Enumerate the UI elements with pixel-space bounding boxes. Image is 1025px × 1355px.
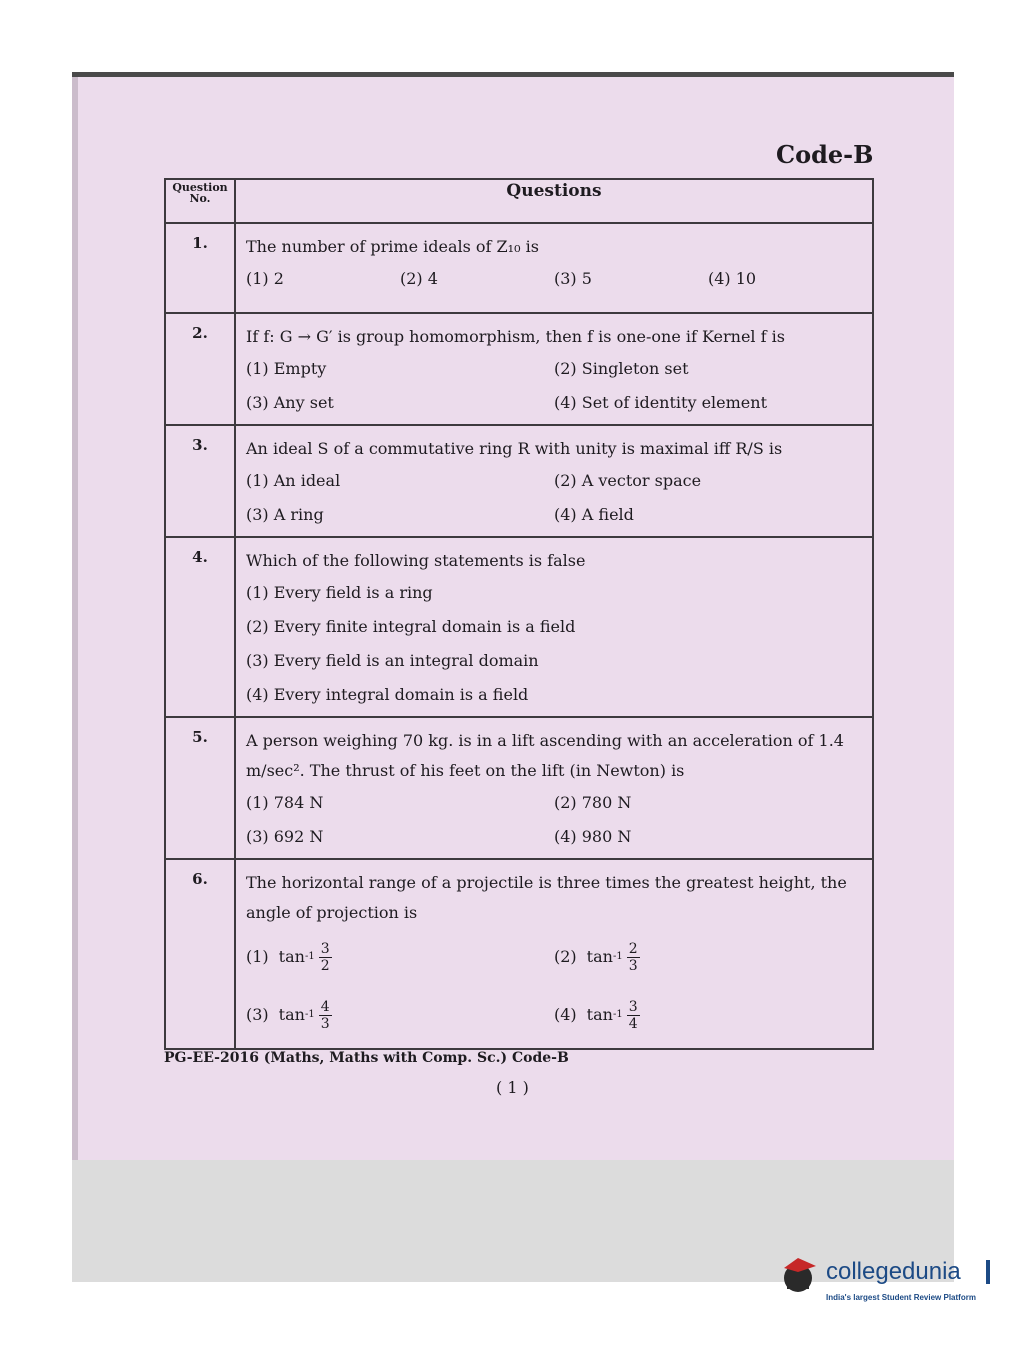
question-number: 5.	[165, 717, 235, 859]
option-4: (4) tan -1 $\frac{3}{4}$	[554, 998, 638, 1032]
option-3: (3) 692 N	[246, 827, 324, 846]
option-3: (3) tan -1 $\frac{4}{3}$	[246, 998, 330, 1032]
option-4: (4) A field	[554, 505, 634, 524]
column-header-questions: Questions	[235, 179, 873, 223]
option-2: (2) Singleton set	[554, 359, 689, 378]
option-4: (4) Set of identity element	[554, 393, 767, 412]
question-stem: The horizontal range of a projectile is three times the greatest height, the angle of projection is	[246, 873, 847, 922]
question-table	[164, 178, 874, 1050]
question-row-3	[165, 425, 873, 537]
question-number: 1.	[165, 223, 235, 313]
option-1: (1) Every field is a ring	[246, 583, 433, 602]
question-number: 4.	[165, 537, 235, 717]
question-stem: Which of the following statements is false	[246, 551, 586, 570]
page-top-edge	[72, 72, 954, 77]
question-row-2	[165, 313, 873, 425]
option-1: (1) tan -1 $\frac{3}{2}$	[246, 940, 330, 974]
option-1: (1) An ideal	[246, 471, 341, 490]
option-4: (4) Every integral domain is a field	[246, 685, 529, 704]
brand-tagline: India's largest Student Review Platform	[826, 1293, 976, 1302]
option-3: (3) 5	[554, 269, 592, 288]
option-2: (2) A vector space	[554, 471, 702, 490]
option-2: (2) Every finite integral domain is a field	[246, 617, 576, 636]
column-header-question-no: Question No.	[165, 179, 235, 223]
brand-name: collegedunia	[826, 1258, 961, 1285]
paper-code: Code-B	[776, 140, 874, 169]
page-shadow-left	[72, 72, 78, 1282]
question-stem: A person weighing 70 kg. is in a lift ascending with an acceleration of 1.4 m/sec². The thrust of his feet on the lift (in Newton) is	[246, 731, 844, 780]
question-row-1	[165, 223, 873, 313]
question-number: 2.	[165, 313, 235, 425]
question-row-5	[165, 717, 873, 859]
option-2: (2) 4	[400, 269, 438, 288]
question-number: 3.	[165, 425, 235, 537]
option-4: (4) 10	[708, 269, 757, 288]
option-3: (3) A ring	[246, 505, 324, 524]
page-number: ( 1 )	[496, 1078, 529, 1097]
question-stem: If f: G → G′ is group homomorphism, then f is one-one if Kernel f is	[246, 327, 785, 346]
question-number: 6.	[165, 859, 235, 1049]
option-1: (1) Empty	[246, 359, 327, 378]
option-2: (2) tan -1 $\frac{2}{3}$	[554, 940, 638, 974]
question-stem: The number of prime ideals of Z₁₀ is	[246, 237, 539, 256]
question-stem: An ideal S of a commutative ring R with unity is maximal iff R/S is	[246, 439, 783, 458]
option-3: (3) Every field is an integral domain	[246, 651, 539, 670]
option-3: (3) Any set	[246, 393, 334, 412]
option-1: (1) 2	[246, 269, 284, 288]
option-1: (1) 784 N	[246, 793, 324, 812]
option-2: (2) 780 N	[554, 793, 632, 812]
question-row-6	[165, 859, 873, 1049]
paper-footer: PG-EE-2016 (Maths, Maths with Comp. Sc.) Code-B	[164, 1050, 569, 1066]
option-4: (4) 980 N	[554, 827, 632, 846]
question-row-4	[165, 537, 873, 717]
